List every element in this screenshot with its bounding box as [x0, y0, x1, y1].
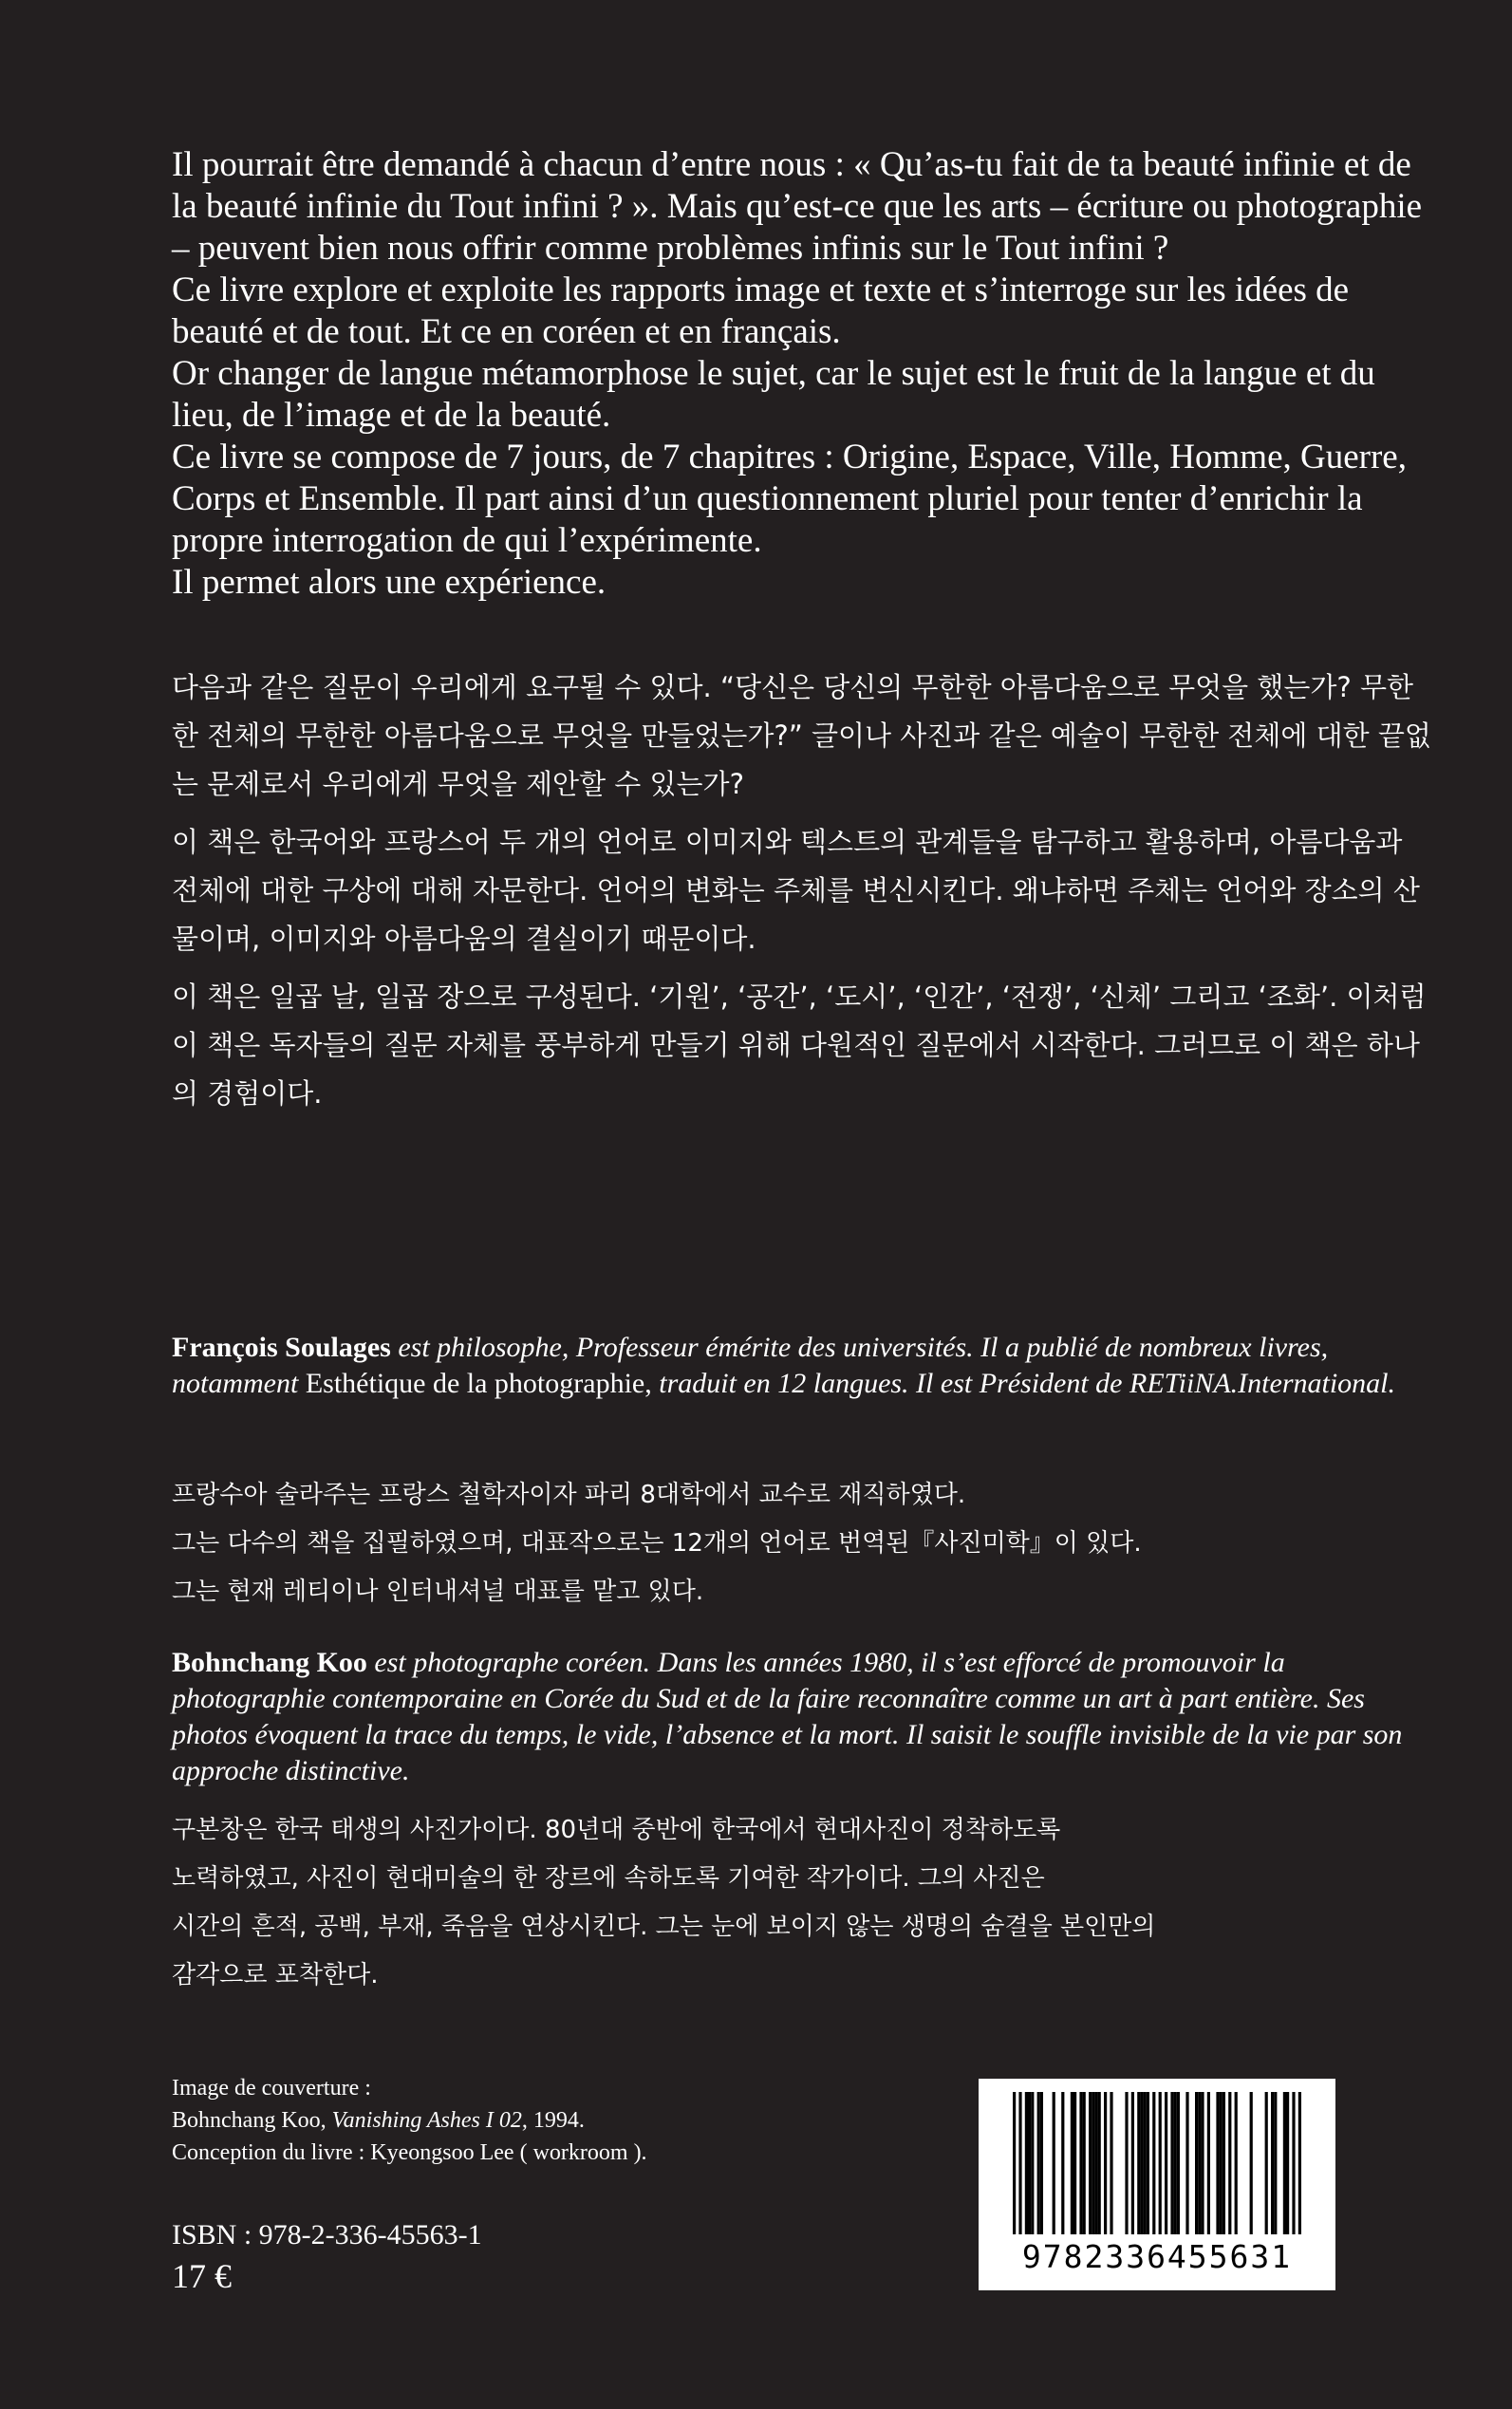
barcode-bar: [1174, 2092, 1177, 2234]
barcode-bar: [1274, 2092, 1277, 2234]
korean-paragraph-1: 다음과 같은 질문이 우리에게 요구될 수 있다. “당신은 당신의 무한한 아름다움으로 무엇을 했는가? 무한한 전체의 무한한 아름다움으로 무엇을 만들었는가?” 글이나 사진과 같은 예술이 무한한 전체에 대한 끝없는 문제로서 우리에게 무엇을 제안할 수 있는가?: [172, 671, 1431, 800]
barcode-bar: [1125, 2092, 1128, 2234]
bio-soulages-ko-line-3: 그는 현재 레티이나 인터내셔널 대표를 맡고 있다.: [172, 1578, 704, 1606]
bio-koo-ko-line-3: 시간의 흔적, 공백, 부재, 죽음을 연상시킨다. 그는 눈에 보이지 않는 생명의 숨결을 본인만의: [172, 1913, 1156, 1941]
barcode-bar: [1031, 2092, 1034, 2234]
barcode-bar: [1283, 2092, 1286, 2234]
barcode-bar: [1131, 2092, 1134, 2234]
bio-koo-korean: [172, 1806, 1434, 2000]
barcode-bar: [1089, 2092, 1092, 2234]
french-paragraph-4: Ce livre se compose de 7 jours, de 7 chapitres : Origine, Espace, Ville, Homme, Guerre, Corps et Ensemble. Il part ainsi d’un questionnement pluriel pour tenter d’enrichir la propre interrogation de qui l’expérimente.: [172, 438, 1407, 560]
cover-author: Bohnchang Koo,: [172, 2108, 332, 2133]
cover-image-credit: [172, 2104, 836, 2137]
isbn: ISBN : 978-2-336-45563-1: [172, 2219, 482, 2250]
barcode-bar: [1025, 2092, 1028, 2234]
barcode-bar: [1073, 2092, 1076, 2234]
bio-soulages-korean: [172, 1471, 1434, 1616]
author-name-soulages: François Soulages: [172, 1332, 391, 1363]
barcode-bar: [1185, 2092, 1188, 2234]
barcode-bar: [1216, 2092, 1219, 2234]
barcode-bar: [1040, 2092, 1043, 2234]
barcode-bar: [1152, 2092, 1155, 2234]
barcode-bar: [1110, 2092, 1112, 2234]
barcode-bar: [1228, 2092, 1231, 2234]
barcode-bar: [1018, 2092, 1021, 2234]
barcode-bar: [1028, 2092, 1031, 2234]
bio-koo-ko-line-1: 구본창은 한국 태생의 사진가이다. 80년대 중반에 한국에서 현대사진이 정착하도록: [172, 1816, 1061, 1844]
barcode-bar: [1104, 2092, 1107, 2234]
barcode-bar: [1201, 2092, 1204, 2234]
barcode-bar: [1271, 2092, 1274, 2234]
bio-soulages-ko-line-1: 프랑수아 술라주는 프랑스 철학자이자 파리 8대학에서 교수로 재직하였다.: [172, 1481, 966, 1509]
author-name-koo: Bohnchang Koo: [172, 1647, 367, 1678]
barcode-bar: [1159, 2092, 1162, 2234]
barcode-bar: [1220, 2092, 1223, 2234]
barcode-bar: [1140, 2092, 1143, 2234]
barcode-bar: [1083, 2092, 1086, 2234]
book-design-credit: Conception du livre : Kyeongsoo Lee ( workroom ).: [172, 2140, 647, 2165]
barcode-bar: [1144, 2092, 1147, 2234]
bio-koo-text: est photographe coréen. Dans les années 1980, il s’est efforcé de promouvoir la photographie contemporaine en Corée du Sud et de la faire reconnaître comme un art à part entière. Ses photos évoquent la trace du temps, le vide, l’absence et la mort. Il saisit le souffle invisible de la vie par son approche distinctive.: [172, 1647, 1403, 1786]
barcode-bar: [1053, 2092, 1055, 2234]
barcode-bar: [1198, 2092, 1201, 2234]
barcode: [979, 2079, 1335, 2290]
barcode-bar: [1223, 2092, 1225, 2234]
french-paragraph-5: Il permet alors une expérience.: [172, 563, 607, 602]
barcode-bar: [1079, 2092, 1082, 2234]
barcode-bar: [1250, 2092, 1253, 2234]
barcode-bar: [1207, 2092, 1210, 2234]
barcode-bar: [1137, 2092, 1140, 2234]
barcode-bar: [1092, 2092, 1094, 2234]
barcode-bars: [999, 2092, 1315, 2255]
barcode-bar: [1165, 2092, 1167, 2234]
credits: [172, 2072, 836, 2169]
barcode-bar: [1147, 2092, 1149, 2234]
barcode-bar: [1061, 2092, 1064, 2234]
barcode-bar: [1286, 2092, 1289, 2234]
barcode-digits: 9782336455631: [1021, 2238, 1293, 2275]
price: 17 €: [172, 2257, 232, 2295]
bio-soulages-text-1: est philosophe, Professeur émérite des universités. Il a publié de nombreux livres, notamment: [172, 1332, 1329, 1399]
barcode-bar: [1177, 2092, 1180, 2234]
french-paragraph-3: Or changer de langue métamorphose le sujet, car le sujet est le fruit de la langue et du lieu, de l’image et de la beauté.: [172, 354, 1375, 435]
barcode-bar: [1195, 2092, 1198, 2234]
barcode-bar: [1013, 2092, 1016, 2234]
bio-soulages-french: [172, 1330, 1434, 1402]
barcode-bar: [1298, 2092, 1301, 2234]
barcode-bar: [1098, 2092, 1101, 2234]
korean-paragraph-3: 이 책은 일곱 날, 일곱 장으로 구성된다. ‘기원’, ‘공간’, ‘도시’, ‘인간’, ‘전쟁’, ‘신체’ 그리고 ‘조화’. 이처럼 이 책은 독자들의 질문 자체를 풍부하게 만들기 위해 다원적인 질문에서 시작한다. 그러므로 이 책은 하나의 경험이다.: [172, 980, 1427, 1110]
barcode-bar: [1235, 2092, 1238, 2234]
french-paragraph-1: Il pourrait être demandé à chacun d’entre nous : « Qu’as-tu fait de ta beauté infinie et de la beauté infinie du Tout infini ? ». Mais qu’est-ce que les arts – écriture ou photographie – peuvent bien nous offrir comme problèmes infinis sur le Tout infini ?: [172, 145, 1423, 268]
french-paragraph-2: Ce livre explore et exploite les rapports image et texte et s’interroge sur les idées de beauté et de tout. Et ce en coréen et en français.: [172, 271, 1350, 351]
barcode-bar: [1170, 2092, 1173, 2234]
korean-paragraph-2: 이 책은 한국어와 프랑스어 두 개의 언어로 이미지와 텍스트의 관계들을 탐구하고 활용하며, 아름다움과 전체에 대한 구상에 대해 자문한다. 언어의 변화는 주체를 변신시킨다. 왜냐하면 주체는 언어와 장소의 산물이며, 이미지와 아름다움의 결실이기 때문이다.: [172, 826, 1420, 955]
bio-soulages-ko-line-2: 그는 다수의 책을 집필하였으며, 대표작으로는 12개의 언어로 번역된『사진미학』이 있다.: [172, 1529, 1142, 1558]
bio-soulages-text-2: traduit en 12 langues. Il est Président de RETiiNA.International.: [651, 1368, 1396, 1399]
barcode-bar: [1265, 2092, 1268, 2234]
barcode-bar: [1037, 2092, 1040, 2234]
cover-image-label: Image de couverture :: [172, 2076, 371, 2101]
bio-koo-french: [172, 1645, 1434, 1789]
korean-intro: [172, 663, 1434, 1128]
barcode-bar: [1292, 2092, 1295, 2234]
bio-koo-ko-line-4: 감각으로 포착한다.: [172, 1961, 379, 1989]
barcode-bar: [1094, 2092, 1097, 2234]
cover-year: , 1994.: [521, 2108, 585, 2133]
cover-title: Vanishing Ashes I 02: [331, 2108, 522, 2133]
french-intro: [172, 144, 1434, 604]
barcode-bar: [1071, 2092, 1073, 2234]
bio-koo-ko-line-2: 노력하였고, 사진이 현대미술의 한 장르에 속하도록 기여한 작가이다. 그의 사진은: [172, 1864, 1045, 1893]
book-title: Esthétique de la photographie,: [305, 1368, 652, 1399]
